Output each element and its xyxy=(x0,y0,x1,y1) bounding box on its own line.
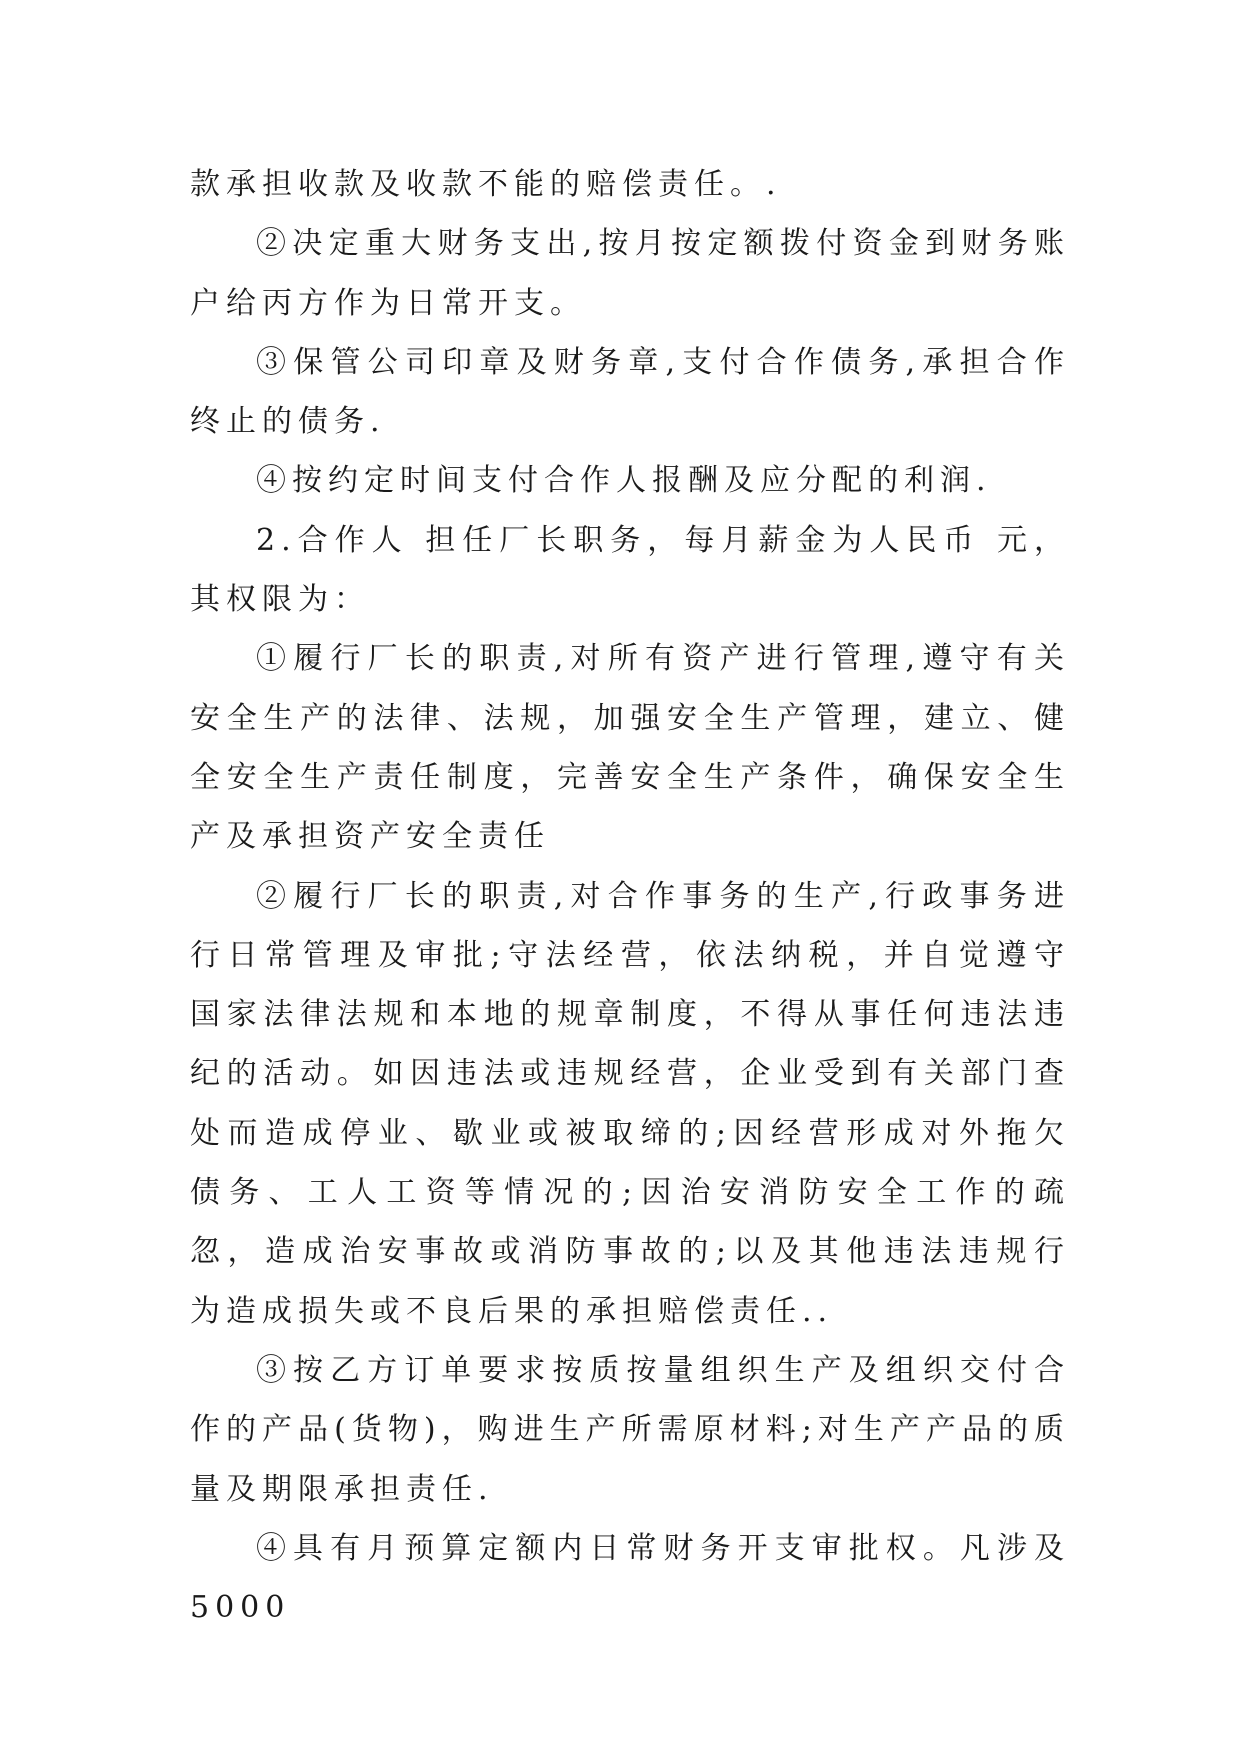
paragraph-4: ④按约定时间支付合作人报酬及应分配的利润. xyxy=(256,463,992,499)
document-body xyxy=(190,155,1070,1637)
paragraph-8: ③按乙方订单要求按质按量组织生产及组织交付合作的产品(货物)，购进生产所需原材料;对生产产品的质量及期限承担责任. xyxy=(190,1352,1070,1507)
paragraph-1: 款承担收款及收款不能的赔偿责任。. xyxy=(190,167,782,202)
paragraph-6: ①履行厂长的职责,对所有资产进行管理,遵守有关安全生产的法律、法规，加强安全生产管理，建立、健全安全生产责任制度，完善安全生产条件，确保安全生产及承担资产安全责任 xyxy=(190,641,1070,855)
paragraph-3: ③保管公司印章及财务章,支付合作债务,承担合作终止的债务. xyxy=(190,344,1070,440)
paragraph-2: ②决定重大财务支出,按月按定额拨付资金到财务账户给丙方作为日常开支。 xyxy=(190,226,1070,321)
paragraph-7: ②履行厂长的职责,对合作事务的生产,行政事务进行日常管理及审批;守法经营，依法纳税，并自觉遵守国家法律法规和本地的规章制度，不得从事任何违法违纪的活动。如因违法或违规经营，企业受到有关部门查处而造成停业、歇业或被取缔的;因经营形成对外拖欠债务、工人工资等情况的;因治安消防安全工作的疏忽，造成治安事故或消防事故的;以及其他违法违规行为造成损失或不良后果的承担赔偿责任.. xyxy=(190,878,1070,1329)
paragraph-9: ④具有月预算定额内日常财务开支审批权。凡涉及5000 xyxy=(190,1530,1070,1626)
paragraph-5: 2.合作人 担任厂长职务，每月薪金为人民币 元，其权限为： xyxy=(190,522,1070,618)
